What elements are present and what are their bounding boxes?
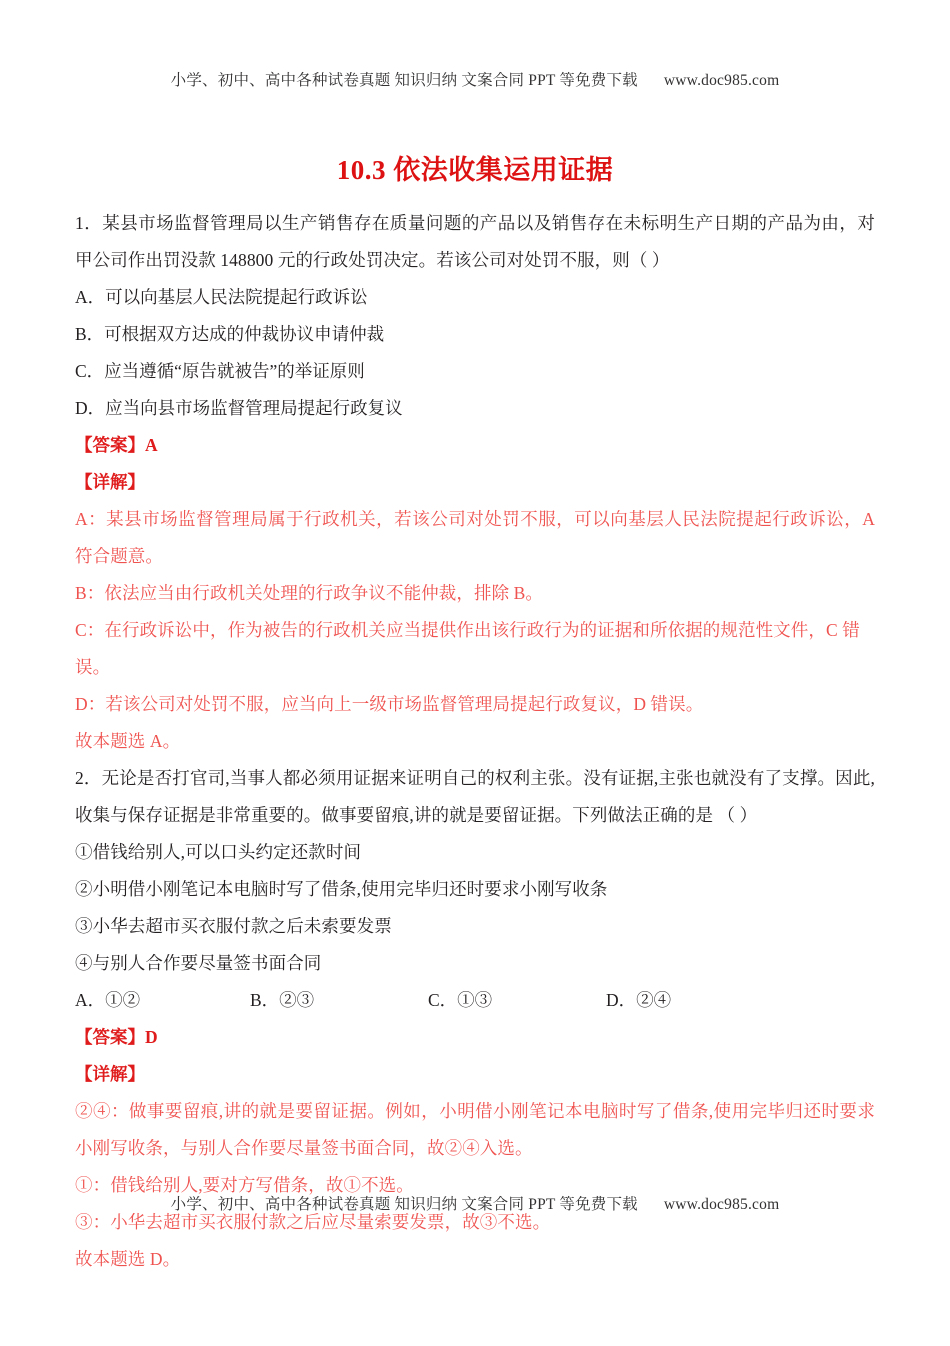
- question-2-choice-c: C．①③: [428, 990, 493, 1010]
- question-2-choices: [75, 982, 875, 1019]
- header-watermark-url: www.doc985.com: [663, 72, 780, 89]
- question-1-stem: 1．某县市场监督管理局以生产销售存在质量问题的产品以及销售存在未标明生产日期的产品为由，对甲公司作出罚没款 148800 元的行政处罚决定。若该公司对处罚不服，则（ ）: [75, 213, 875, 270]
- document-body: [75, 205, 875, 1278]
- question-2-choice-b: B．②③: [250, 990, 315, 1010]
- question-2-choice-d: D．②④: [606, 990, 672, 1010]
- header-watermark: [0, 68, 950, 90]
- question-2-explain-label: 【详解】: [75, 1064, 145, 1084]
- question-2-item-1: ①借钱给别人,可以口头约定还款时间: [75, 842, 362, 862]
- question-1-explain-a: A：某县市场监督管理局属于行政机关，若该公司对处罚不服，可以向基层人民法院提起行政诉讼，A 符合题意。: [75, 509, 875, 566]
- question-2-answer-label: 【答案】D: [75, 1027, 158, 1047]
- question-2-item-4: ④与别人合作要尽量签书面合同: [75, 953, 322, 973]
- footer-watermark-url: www.doc985.com: [663, 1196, 780, 1213]
- footer-watermark: [0, 1192, 950, 1214]
- question-1-explain-b: B：依法应当由行政机关处理的行政争议不能仲裁，排除 B。: [75, 583, 544, 603]
- question-2-explain-1: ①：借钱给别人,要对方写借条，故①不选。: [75, 1175, 414, 1195]
- question-1-explain-label: 【详解】: [75, 472, 145, 492]
- question-1-answer-label: 【答案】A: [75, 435, 158, 455]
- question-2-choice-a: A．①②: [75, 990, 141, 1010]
- question-1-option-d: D．应当向县市场监督管理局提起行政复议: [75, 398, 403, 418]
- question-1-option-b: B．可根据双方达成的仲裁协议申请仲裁: [75, 324, 385, 344]
- page-title: 10.3 依法收集运用证据: [336, 155, 614, 185]
- question-1-option-a: A．可以向基层人民法院提起行政诉讼: [75, 287, 368, 307]
- question-2-explain-3: ③：小华去超市买衣服付款之后应尽量索要发票，故③不选。: [75, 1212, 551, 1232]
- question-2-conclusion: 故本题选 D。: [75, 1249, 181, 1269]
- header-watermark-text: 小学、初中、高中各种试卷真题 知识归纳 文案合同 PPT 等免费下载: [170, 72, 638, 89]
- question-2-stem: 2．无论是否打官司,当事人都必须用证据来证明自己的权利主张。没有证据,主张也就没有了支撑。因此,收集与保存证据是非常重要的。做事要留痕,讲的就是要留证据。下列做法正确的是 （ ）: [75, 768, 875, 825]
- question-2-item-3: ③小华去超市买衣服付款之后未索要发票: [75, 916, 392, 936]
- question-1-explain-c: C：在行政诉讼中，作为被告的行政机关应当提供作出该行政行为的证据和所依据的规范性文件，C 错误。: [75, 620, 860, 677]
- question-2-item-2: ②小明借小刚笔记本电脑时写了借条,使用完毕归还时要求小刚写收条: [75, 879, 608, 899]
- question-2-explain-24: ②④：做事要留痕,讲的就是要留证据。例如，小明借小刚笔记本电脑时写了借条,使用完毕归还时要求小刚写收条，与别人合作要尽量签书面合同，故②④入选。: [75, 1101, 875, 1158]
- question-1-option-c: C．应当遵循“原告就被告”的举证原则: [75, 361, 365, 381]
- question-1-conclusion: 故本题选 A。: [75, 731, 181, 751]
- footer-watermark-text: 小学、初中、高中各种试卷真题 知识归纳 文案合同 PPT 等免费下载: [170, 1196, 638, 1213]
- question-1-explain-d: D：若该公司对处罚不服，应当向上一级市场监督管理局提起行政复议，D 错误。: [75, 694, 704, 714]
